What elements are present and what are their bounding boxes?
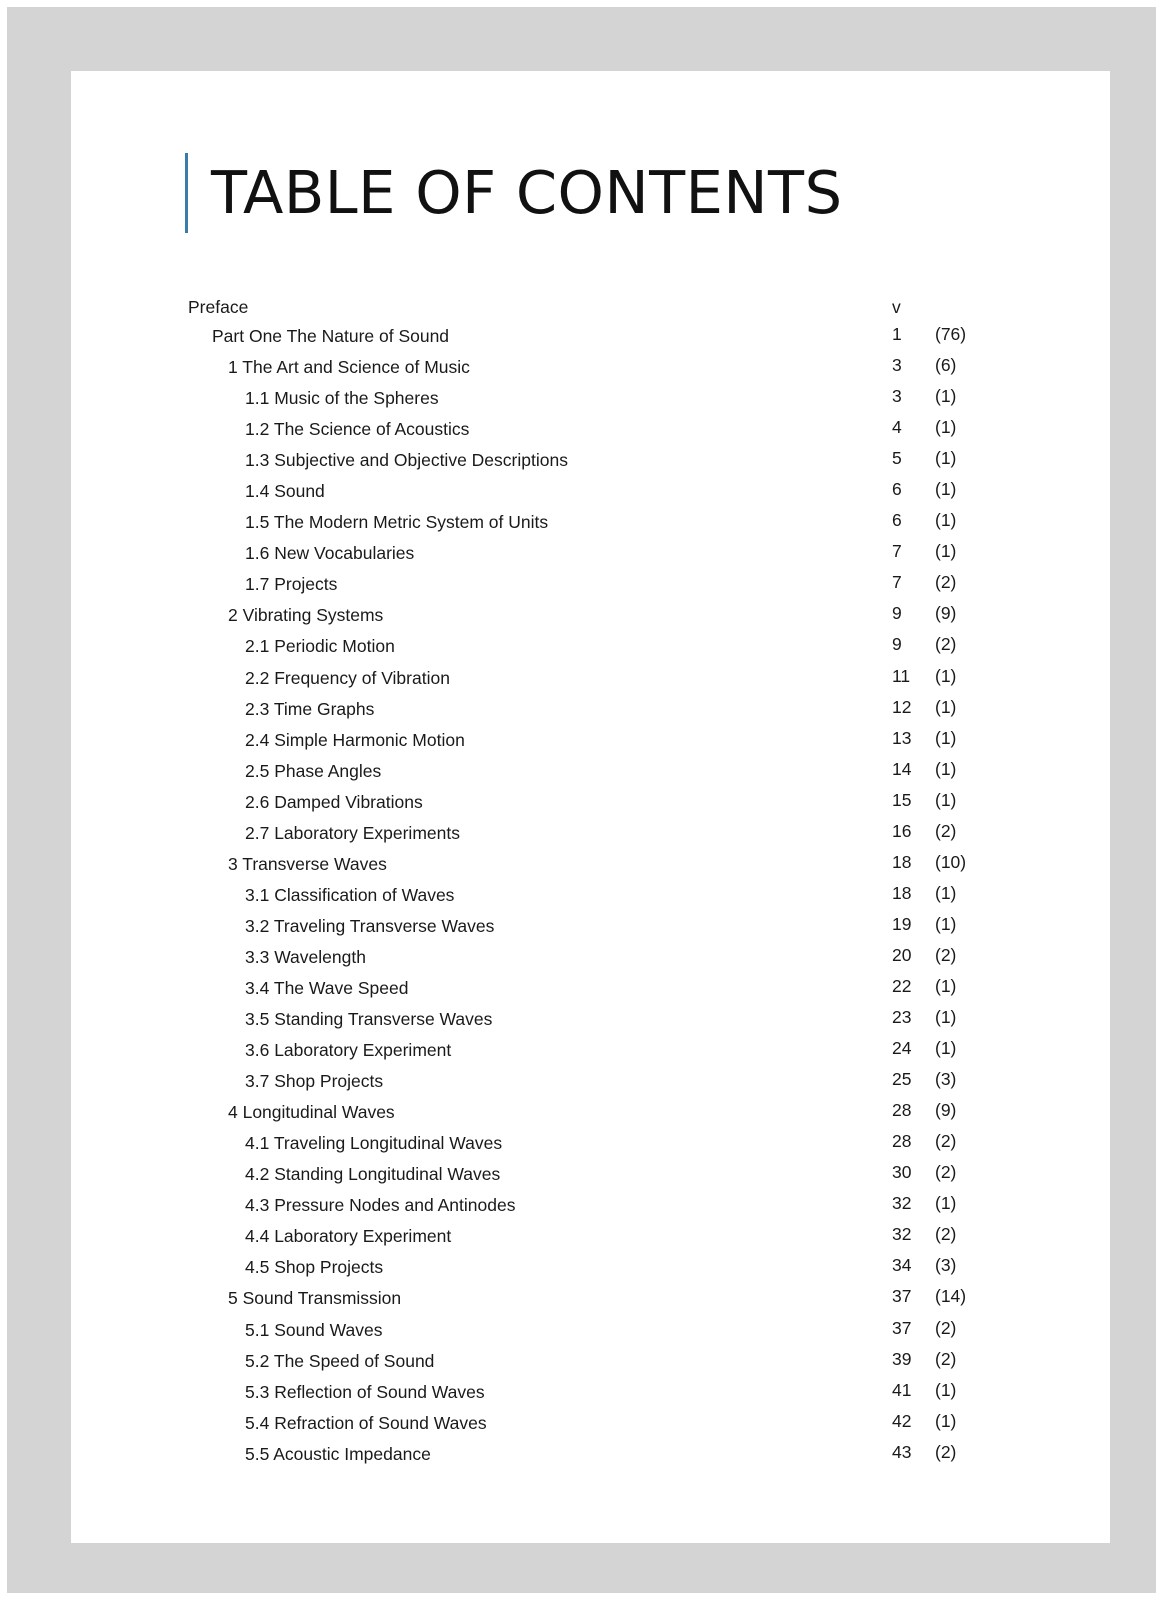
toc-entry-title: 4.3 Pressure Nodes and Antinodes <box>245 1195 516 1216</box>
toc-entry-page-count: (1) <box>935 1038 957 1059</box>
toc-entry[interactable] <box>71 475 1110 506</box>
toc-entry-page-number: 15 <box>892 789 912 810</box>
toc-entry-title: 3 Transverse Waves <box>228 853 387 874</box>
toc-entry-page-number: 12 <box>892 696 912 717</box>
toc-entry[interactable] <box>71 786 1110 817</box>
toc-entry[interactable] <box>71 1376 1110 1407</box>
toc-entry[interactable] <box>71 1003 1110 1034</box>
page-title: TABLE OF CONTENTS <box>211 158 843 227</box>
toc-entry-title: 5.2 The Speed of Sound <box>245 1350 435 1371</box>
toc-entry-page-number: 1 <box>892 324 902 344</box>
toc-entry-page-number: 24 <box>892 1038 912 1059</box>
toc-entry-title: 5.1 Sound Waves <box>245 1319 383 1340</box>
toc-entry[interactable] <box>71 693 1110 724</box>
toc-entry[interactable] <box>71 724 1110 755</box>
toc-entry-title: 1.4 Sound <box>245 481 325 502</box>
toc-entry-title: 1.6 New Vocabularies <box>245 543 415 564</box>
toc-entry-page-number: 16 <box>892 820 912 841</box>
toc-entry-page-number: 14 <box>892 758 912 779</box>
toc-entry-page-number: 7 <box>892 572 902 593</box>
toc-entry-page-number: 23 <box>892 1007 912 1028</box>
toc-entry[interactable] <box>71 1158 1110 1189</box>
toc-entry-page-number: 9 <box>892 634 902 655</box>
document-page <box>71 71 1110 1543</box>
toc-entry-page-count: (76) <box>935 324 967 344</box>
toc-entry-page-count: (1) <box>935 665 957 686</box>
toc-entry[interactable] <box>71 662 1110 693</box>
toc-entry[interactable] <box>71 320 1110 351</box>
toc-entry-title: 3.1 Classification of Waves <box>245 884 455 905</box>
toc-entry-page-number: 4 <box>892 417 902 438</box>
toc-entry[interactable] <box>71 293 1110 320</box>
toc-entry[interactable] <box>71 1407 1110 1438</box>
toc-entry[interactable] <box>71 413 1110 444</box>
toc-entry-title: 5.4 Refraction of Sound Waves <box>245 1412 487 1433</box>
toc-entry-title: 2.4 Simple Harmonic Motion <box>245 729 465 750</box>
toc-entry[interactable] <box>71 1314 1110 1345</box>
toc-entry-page-count: (1) <box>935 510 957 531</box>
toc-entry-page-number: 41 <box>892 1379 912 1400</box>
toc-entry-page-count: (2) <box>935 1348 957 1369</box>
toc-entry-page-number: 37 <box>892 1286 912 1307</box>
toc-entry-page-number: 19 <box>892 913 912 934</box>
toc-entry-page-number: 3 <box>892 386 902 407</box>
toc-entry-title: Preface <box>188 297 249 317</box>
toc-entry-page-count: (6) <box>935 355 957 376</box>
toc-entry[interactable] <box>71 817 1110 848</box>
toc-entry-title: 1.7 Projects <box>245 574 338 595</box>
toc-entry-page-count: (14) <box>935 1286 967 1307</box>
toc-entry-page-number: 37 <box>892 1317 912 1338</box>
toc-entry[interactable] <box>71 1251 1110 1282</box>
toc-entry-page-number: 34 <box>892 1255 912 1276</box>
toc-entry-title: 4 Longitudinal Waves <box>228 1102 395 1123</box>
toc-entry-page-count: (1) <box>935 758 957 779</box>
toc-entry-page-number: 42 <box>892 1410 912 1431</box>
toc-entry-page-count: (1) <box>935 727 957 748</box>
toc-entry[interactable] <box>71 972 1110 1003</box>
toc-entry-title: 2 Vibrating Systems <box>228 605 384 626</box>
toc-entry[interactable] <box>71 568 1110 599</box>
toc-entry-page-count: (2) <box>935 1131 957 1152</box>
toc-entry-page-number: 3 <box>892 355 902 376</box>
toc-entry-page-number: 5 <box>892 448 902 469</box>
toc-entry-page-number: v <box>892 297 901 317</box>
toc-entry-title: 1.5 The Modern Metric System of Units <box>245 512 549 533</box>
toc-entry[interactable] <box>71 351 1110 382</box>
toc-entry-title: 5.3 Reflection of Sound Waves <box>245 1381 485 1402</box>
toc-entry[interactable] <box>71 599 1110 630</box>
toc-entry-title: 5.5 Acoustic Impedance <box>245 1443 431 1464</box>
toc-entry[interactable] <box>71 1220 1110 1251</box>
toc-entry[interactable] <box>71 630 1110 661</box>
toc-entry-page-count: (2) <box>935 820 957 841</box>
toc-entry-page-count: (1) <box>935 1379 957 1400</box>
toc-entry[interactable] <box>71 1438 1110 1469</box>
toc-entry-page-number: 13 <box>892 727 912 748</box>
toc-entry-page-count: (2) <box>935 944 957 965</box>
toc-entry-page-count: (1) <box>935 1193 957 1214</box>
toc-entry-page-number: 7 <box>892 541 902 562</box>
toc-entry-page-number: 43 <box>892 1441 912 1462</box>
toc-entry-title: 5 Sound Transmission <box>228 1288 402 1309</box>
toc-entry-page-count: (1) <box>935 541 957 562</box>
toc-entry-title: 3.5 Standing Transverse Waves <box>245 1009 493 1030</box>
toc-entry-title: 2.2 Frequency of Vibration <box>245 667 450 688</box>
toc-entry[interactable] <box>71 444 1110 475</box>
toc-entry[interactable] <box>71 1127 1110 1158</box>
toc-entry-page-count: (9) <box>935 603 957 624</box>
page-frame <box>7 7 1156 1593</box>
toc-entry[interactable] <box>71 1096 1110 1127</box>
toc-entry-page-count: (10) <box>935 851 967 872</box>
toc-entry-page-count: (1) <box>935 789 957 810</box>
toc-entry-page-number: 22 <box>892 975 912 996</box>
toc-entry-page-number: 32 <box>892 1224 912 1245</box>
toc-entry[interactable] <box>71 879 1110 910</box>
table-of-contents <box>71 293 1110 1469</box>
toc-entry-title: 4.4 Laboratory Experiment <box>245 1226 452 1247</box>
toc-entry-page-number: 39 <box>892 1348 912 1369</box>
toc-entry-page-number: 25 <box>892 1069 912 1090</box>
toc-entry-page-count: (2) <box>935 572 957 593</box>
toc-entry[interactable] <box>71 382 1110 413</box>
toc-entry-title: 2.7 Laboratory Experiments <box>245 822 460 843</box>
toc-entry-title: 3.4 The Wave Speed <box>245 977 409 998</box>
toc-entry-page-count: (1) <box>935 882 957 903</box>
toc-entry-page-count: (1) <box>935 1007 957 1028</box>
toc-entry-page-number: 28 <box>892 1100 912 1121</box>
toc-entry-page-count: (1) <box>935 696 957 717</box>
toc-entry[interactable] <box>71 1189 1110 1220</box>
toc-entry-page-count: (1) <box>935 386 957 407</box>
toc-entry-title: 2.3 Time Graphs <box>245 698 375 719</box>
toc-entry-title: 1.2 The Science of Acoustics <box>245 419 470 440</box>
toc-entry-page-count: (2) <box>935 1224 957 1245</box>
toc-entry-title: 3.3 Wavelength <box>245 946 366 967</box>
toc-entry-page-count: (3) <box>935 1255 957 1276</box>
toc-entry-page-number: 18 <box>892 882 912 903</box>
toc-entry-page-count: (3) <box>935 1069 957 1090</box>
toc-entry-page-count: (1) <box>935 975 957 996</box>
toc-entry-page-count: (9) <box>935 1100 957 1121</box>
toc-entry-page-count: (1) <box>935 417 957 438</box>
toc-entry-page-count: (2) <box>935 1162 957 1183</box>
toc-entry-page-count: (1) <box>935 913 957 934</box>
toc-entry-title: 4.1 Traveling Longitudinal Waves <box>245 1133 503 1154</box>
toc-entry-page-number: 30 <box>892 1162 912 1183</box>
toc-entry-page-number: 20 <box>892 944 912 965</box>
toc-entry[interactable] <box>71 1034 1110 1065</box>
toc-entry-page-count: (1) <box>935 479 957 500</box>
toc-entry-title: Part One The Nature of Sound <box>212 326 450 346</box>
toc-entry-title: 2.1 Periodic Motion <box>245 636 395 657</box>
toc-entry-title: 4.5 Shop Projects <box>245 1257 384 1278</box>
toc-entry-page-count: (2) <box>935 634 957 655</box>
toc-entry-title: 3.2 Traveling Transverse Waves <box>245 915 495 936</box>
toc-entry-title: 4.2 Standing Longitudinal Waves <box>245 1164 501 1185</box>
toc-entry-page-count: (2) <box>935 1441 957 1462</box>
toc-entry-page-count: (1) <box>935 448 957 469</box>
toc-entry-page-count: (1) <box>935 1410 957 1431</box>
toc-entry-title: 1.1 Music of the Spheres <box>245 388 439 409</box>
toc-entry[interactable] <box>71 941 1110 972</box>
toc-entry-page-number: 18 <box>892 851 912 872</box>
toc-entry-page-number: 9 <box>892 603 902 624</box>
toc-entry[interactable] <box>71 1345 1110 1376</box>
toc-entry[interactable] <box>71 848 1110 879</box>
toc-entry[interactable] <box>71 506 1110 537</box>
toc-entry-title: 3.7 Shop Projects <box>245 1071 384 1092</box>
toc-entry-page-number: 32 <box>892 1193 912 1214</box>
toc-entry[interactable] <box>71 755 1110 786</box>
toc-entry[interactable] <box>71 1282 1110 1313</box>
toc-entry[interactable] <box>71 537 1110 568</box>
toc-entry-title: 3.6 Laboratory Experiment <box>245 1040 452 1061</box>
toc-entry-title: 1.3 Subjective and Objective Descriptions <box>245 450 568 471</box>
toc-entry-page-number: 11 <box>892 665 911 686</box>
toc-entry-page-number: 6 <box>892 510 902 531</box>
toc-entry-page-number: 6 <box>892 479 902 500</box>
toc-entry-title: 2.6 Damped Vibrations <box>245 791 423 812</box>
title-accent-bar <box>185 153 188 233</box>
toc-entry-title: 2.5 Phase Angles <box>245 760 382 781</box>
toc-entry[interactable] <box>71 910 1110 941</box>
toc-entry[interactable] <box>71 1065 1110 1096</box>
toc-entry-page-count: (2) <box>935 1317 957 1338</box>
toc-entry-title: 1 The Art and Science of Music <box>228 357 470 378</box>
toc-entry-page-number: 28 <box>892 1131 912 1152</box>
